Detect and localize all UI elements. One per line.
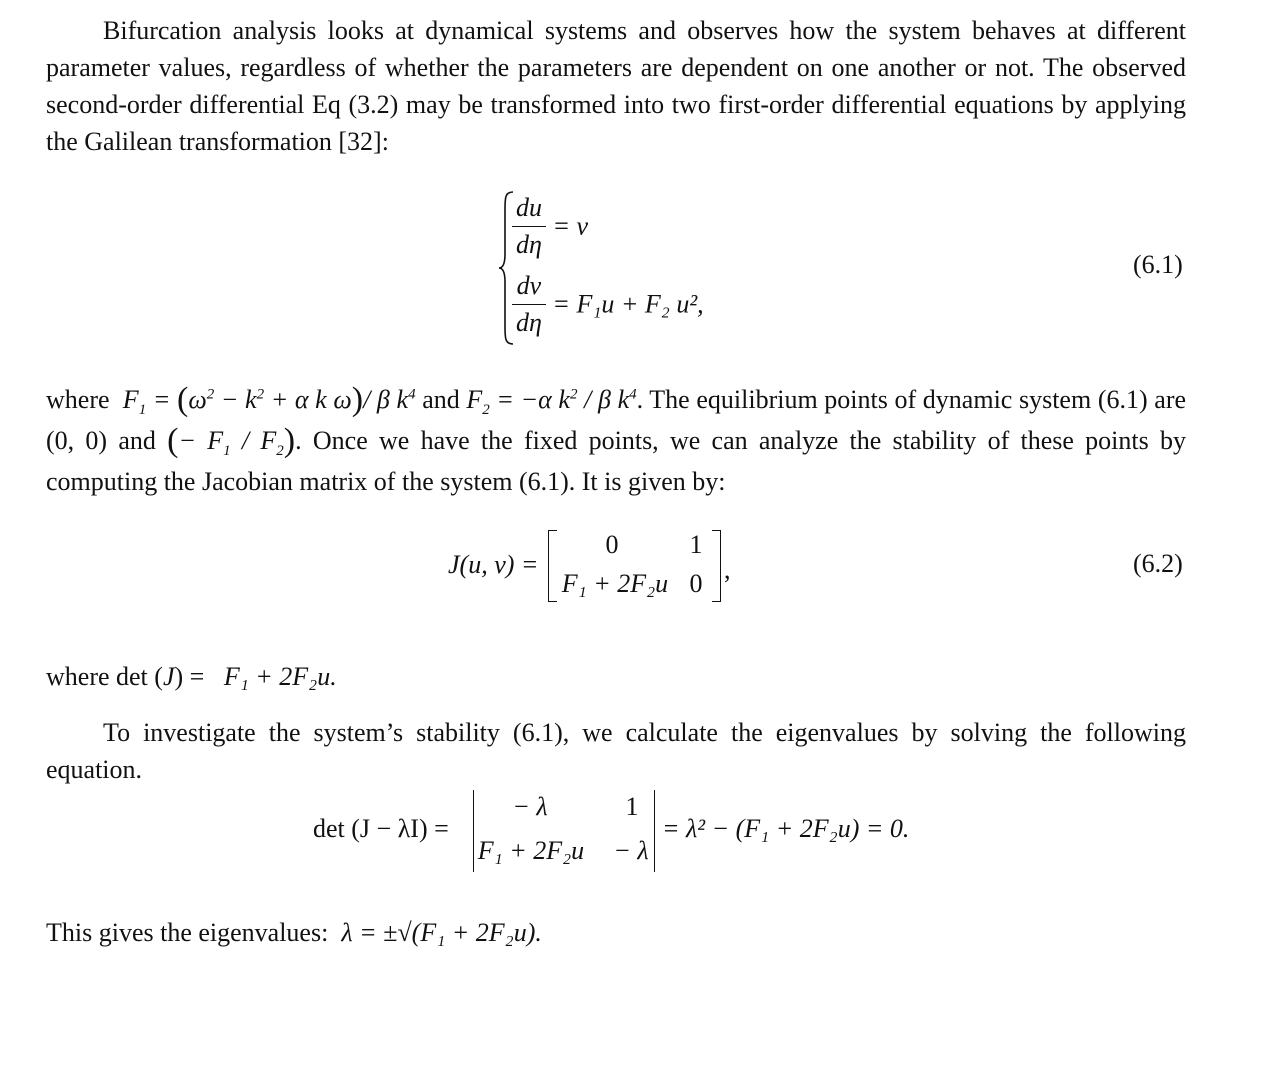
det-text-a: where det ( — [46, 662, 163, 691]
char-lhs: det (J − λI) = — [313, 814, 449, 843]
jacobian-lhs: J(u, v) = — [448, 550, 539, 579]
right-bracket — [712, 530, 721, 602]
det-j: J — [162, 662, 175, 691]
where-text: where — [46, 385, 110, 414]
char-a21: F₁ + 2F₂u — [477, 836, 585, 865]
eigen-text: This gives the eigenvalues: — [46, 918, 329, 947]
eq-6-1-rhs-1: = v — [552, 211, 589, 241]
f2-definition: $F_2 = -\alpha$ $k^2$ / β $k^4$ — [466, 385, 637, 419]
char-rhs: = λ² − (F₁ + 2F₂u) = 0. — [662, 814, 910, 843]
paragraph-equilibrium — [46, 379, 1186, 502]
char-a22: − λ — [613, 836, 649, 865]
eigen-expression: λ = ±√(F₁ + 2F₂u). — [341, 918, 542, 947]
du-numerator: du — [512, 190, 546, 227]
eq-6-1-line-2 — [512, 268, 704, 341]
paragraph-determinant — [46, 658, 1186, 695]
jacobian-a12: 1 — [689, 530, 703, 559]
fixed-point-expr: (− $F_1 / F_2$) — [167, 422, 296, 460]
det-expression: F₁ + 2F₂u. — [223, 662, 337, 691]
equation-number-6-1: (6.1) — [1133, 250, 1183, 279]
paragraph-intro: Bifurcation analysis looks at dynamical systems and observes how the system behaves at different parameter values, regardless of whether the parameters are dependent on one another or not. The observed second-order differential Eq (3.2) may be transformed into two first-order differential equations by applying the Galilean transformation [32]: — [46, 16, 1186, 156]
jacobian-trail: , — [724, 555, 731, 584]
jacobian-a21: F₁ + 2F₂u — [561, 569, 669, 598]
char-a12: 1 — [625, 792, 639, 821]
paragraph-eigen-intro: To investigate the system’s stability (6.1), we calculate the eigenvalues by solving the following equation. — [46, 718, 1186, 784]
eq-6-1-rhs-2: = F₁u + F₂ u², — [552, 289, 704, 319]
f1-definition: $F_1 = (\omega^2 - k^2 + \alpha$ k ω)/ β $k^4$ — [122, 381, 416, 419]
deta-denominator-2: dη — [516, 308, 542, 337]
left-bracket — [548, 530, 557, 602]
det-bar-right — [654, 790, 655, 872]
jacobian-a11: 0 — [605, 530, 619, 559]
eq-6-1-line-1 — [512, 190, 588, 263]
equilibrium-text: . The equilibrium points of dynamic system (6.1) are (0, 0) and — [46, 385, 1187, 455]
and-text: and — [422, 385, 460, 414]
jacobian-intro-text: . Once we have the fixed points, we can analyze the stability of these points by computing the Jacobian matrix of the system (6.1). It is given by: — [46, 426, 1186, 496]
jacobian-a22: 0 — [689, 569, 703, 598]
paragraph-eigenvalues — [46, 914, 1186, 951]
dv-numerator: dv — [512, 268, 546, 305]
det-bar-left — [473, 790, 474, 872]
det-text-b: ) = — [174, 662, 205, 691]
deta-denominator: dη — [516, 230, 542, 259]
char-a11: − λ — [512, 792, 548, 821]
equation-number-6-2: (6.2) — [1133, 549, 1183, 578]
